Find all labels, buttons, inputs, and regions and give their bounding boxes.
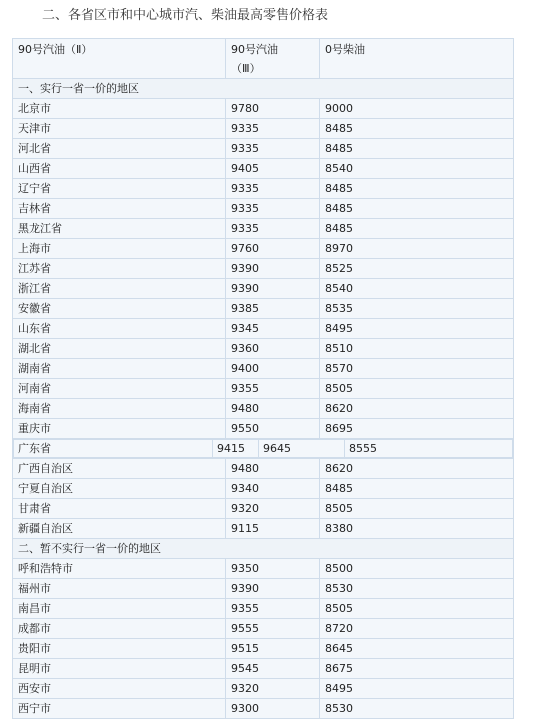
table-row [13,499,514,519]
price-value: 8645 [320,639,514,659]
price-value: 9550 [226,419,320,439]
price-value: 9480 [226,459,320,479]
price-value: 9335 [226,199,320,219]
region-name: 福州市 [13,579,226,599]
region-name: 河南省 [13,379,226,399]
region-name: 成都市 [13,619,226,639]
section-heading: 一、实行一省一价的地区 [13,79,514,99]
region-name: 浙江省 [13,279,226,299]
region-name: 河北省 [13,139,226,159]
table-row [13,459,514,479]
table-row [13,419,514,439]
header-col-gasoline-iii [226,39,320,79]
table-row [13,519,514,539]
price-value: 9350 [226,559,320,579]
region-name: 安徽省 [13,299,226,319]
price-value: 8510 [320,339,514,359]
price-value: 9355 [226,599,320,619]
section-heading: 二、暂不实行一省一价的地区 [13,539,514,559]
table-row [13,159,514,179]
price-value: 8485 [320,139,514,159]
price-table-body [13,39,514,719]
region-name: 北京市 [13,99,226,119]
price-value: 9390 [226,259,320,279]
price-value: 8570 [320,359,514,379]
table-row [13,579,514,599]
region-name: 天津市 [13,119,226,139]
price-value: 8530 [320,579,514,599]
region-name: 南昌市 [13,599,226,619]
price-value: 9400 [226,359,320,379]
price-value: 8970 [320,239,514,259]
table-row [13,619,514,639]
region-name: 湖北省 [13,339,226,359]
price-value: 9335 [226,139,320,159]
region-name: 山东省 [13,319,226,339]
price-value: 8720 [320,619,514,639]
region-name: 上海市 [13,239,226,259]
price-value: 8620 [320,459,514,479]
price-value: 9385 [226,299,320,319]
table-row [13,119,514,139]
price-value: 8505 [320,599,514,619]
guangdong-inner-table [13,439,513,458]
section-row-unified [13,79,514,99]
header-col-diesel: 0号柴油 [320,39,514,79]
table-row [13,139,514,159]
price-value: 9555 [226,619,320,639]
table-row [13,279,514,299]
price-value: 8675 [320,659,514,679]
price-value: 9480 [226,399,320,419]
table-row [13,379,514,399]
region-name: 西宁市 [13,699,226,719]
table-row [13,559,514,579]
price-value: 9360 [226,339,320,359]
region-name: 辽宁省 [13,179,226,199]
table-row [13,239,514,259]
header-col-gasoline-ii: 90号汽油（Ⅱ） [13,39,226,79]
guangdong-wrapper [13,439,514,459]
price-value: 9320 [226,679,320,699]
region-name: 新疆自治区 [13,519,226,539]
region-name: 海南省 [13,399,226,419]
price-value: 9780 [226,99,320,119]
header-col2-line1: 90号汽油 [231,43,278,56]
price-value: 9320 [226,499,320,519]
table-row [13,179,514,199]
price-value: 8505 [320,499,514,519]
table-row [13,219,514,239]
price-table [12,38,514,719]
price-value: 8540 [320,159,514,179]
price-value: 8535 [320,299,514,319]
table-row [13,399,514,419]
price-value: 8485 [320,179,514,199]
price-value: 8505 [320,379,514,399]
price-value: 8485 [320,119,514,139]
header-row [13,39,514,79]
price-value: 9415 [213,440,259,458]
header-col2-line2: （Ⅲ） [231,62,261,75]
price-value: 8540 [320,279,514,299]
price-value: 9335 [226,179,320,199]
price-value: 9335 [226,119,320,139]
table-row [13,359,514,379]
price-value: 9645 [259,440,345,458]
table-row [13,599,514,619]
table-row-guangdong [13,439,514,459]
region-name: 宁夏自治区 [13,479,226,499]
price-value: 9390 [226,279,320,299]
region-name: 重庆市 [13,419,226,439]
region-name: 广东省 [14,440,213,458]
table-row [13,479,514,499]
region-name: 湖南省 [13,359,226,379]
price-value: 9390 [226,579,320,599]
table-row [13,199,514,219]
section-row-not-unified [13,539,514,559]
price-value: 8485 [320,479,514,499]
region-name: 山西省 [13,159,226,179]
table-row [13,339,514,359]
price-value: 9545 [226,659,320,679]
table-row [13,259,514,279]
price-value: 8525 [320,259,514,279]
price-value: 8555 [345,440,513,458]
price-value: 9340 [226,479,320,499]
price-value: 8620 [320,399,514,419]
region-name: 江苏省 [13,259,226,279]
table-row [13,319,514,339]
price-value: 9115 [226,519,320,539]
page-title: 二、各省区市和中心城市汽、柴油最高零售价格表 [42,8,329,23]
region-name: 黑龙江省 [13,219,226,239]
price-value: 8500 [320,559,514,579]
table-row [13,679,514,699]
region-name: 呼和浩特市 [13,559,226,579]
region-name: 西安市 [13,679,226,699]
price-value: 8380 [320,519,514,539]
price-value: 9335 [226,219,320,239]
price-value: 9345 [226,319,320,339]
price-value: 9515 [226,639,320,659]
table-row [13,699,514,719]
price-value: 8495 [320,679,514,699]
price-value: 8530 [320,699,514,719]
price-value: 8485 [320,199,514,219]
table-row [13,99,514,119]
table-row [13,299,514,319]
price-value: 8485 [320,219,514,239]
region-name: 贵阳市 [13,639,226,659]
price-value: 9405 [226,159,320,179]
table-row [13,639,514,659]
price-value: 9760 [226,239,320,259]
price-value: 9000 [320,99,514,119]
region-name: 广西自治区 [13,459,226,479]
region-name: 吉林省 [13,199,226,219]
region-name: 昆明市 [13,659,226,679]
table-row [13,659,514,679]
price-value: 9300 [226,699,320,719]
price-value: 9355 [226,379,320,399]
price-value: 8695 [320,419,514,439]
price-value: 8495 [320,319,514,339]
region-name: 甘肃省 [13,499,226,519]
